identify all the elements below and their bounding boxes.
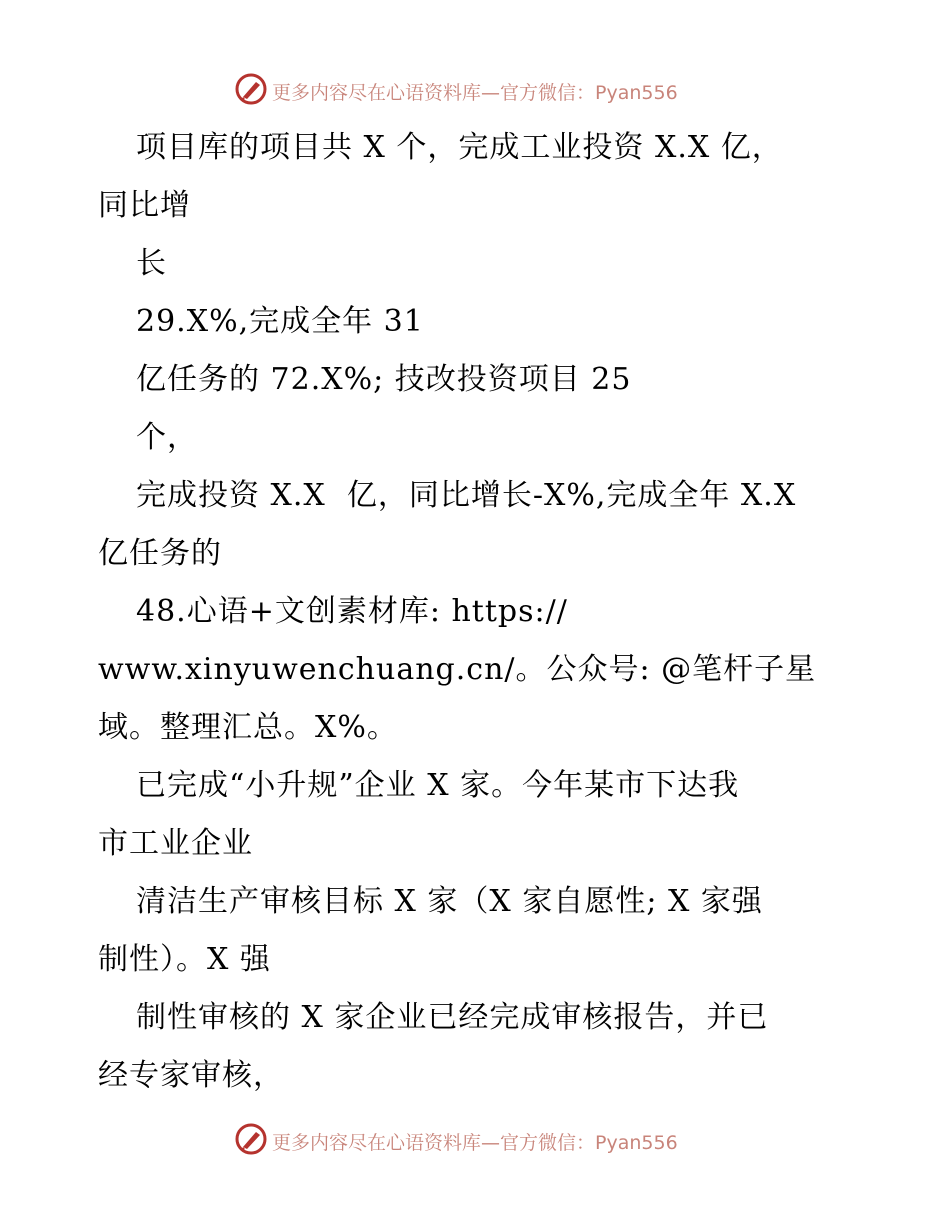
body-line: 制性）。X 强: [98, 942, 271, 977]
banner-text: 更多内容尽在心语资料库—官方微信：: [272, 82, 596, 104]
body-line: www.xinyuwenchuang.cn/。公众号: @笔杆子星: [98, 652, 817, 687]
body-line: 长: [136, 246, 167, 281]
body-line: 经专家审核，: [98, 1058, 284, 1093]
body-line: 同比增: [98, 188, 191, 223]
header-banner: [0, 70, 950, 110]
banner-wechat-id: Pyan556: [595, 1132, 678, 1154]
footer-banner: [0, 1120, 950, 1160]
body-line: 市工业企业: [98, 826, 253, 861]
pen-logo-icon: [234, 72, 268, 106]
body-line: 清洁生产审核目标 X 家（X 家自愿性; X 家强: [136, 884, 763, 919]
body-line: 完成投资 X.X 亿，同比增长-X%,完成全年 X.X: [136, 478, 797, 513]
banner-text: 更多内容尽在心语资料库—官方微信：: [272, 1132, 596, 1154]
body-line: 已完成“小升规”企业 X 家。今年某市下达我: [136, 768, 740, 803]
body-line: 项目库的项目共 X 个，完成工业投资 X.X 亿，: [136, 130, 783, 165]
body-line: 亿任务的: [98, 536, 222, 571]
body-line: 亿任务的 72.X%; 技改投资项目 25: [136, 362, 632, 397]
body-line: 制性审核的 X 家企业已经完成审核报告，并已: [136, 1000, 769, 1035]
body-line: 个，: [136, 420, 198, 455]
body-line: 29.X%,完成全年 31: [136, 304, 424, 339]
body-line: 域。整理汇总。X%。: [98, 710, 398, 745]
pen-logo-icon: [234, 1122, 268, 1156]
banner-wechat-id: Pyan556: [595, 82, 678, 104]
body-line: 48.心语+文创素材库: https://: [136, 594, 568, 629]
